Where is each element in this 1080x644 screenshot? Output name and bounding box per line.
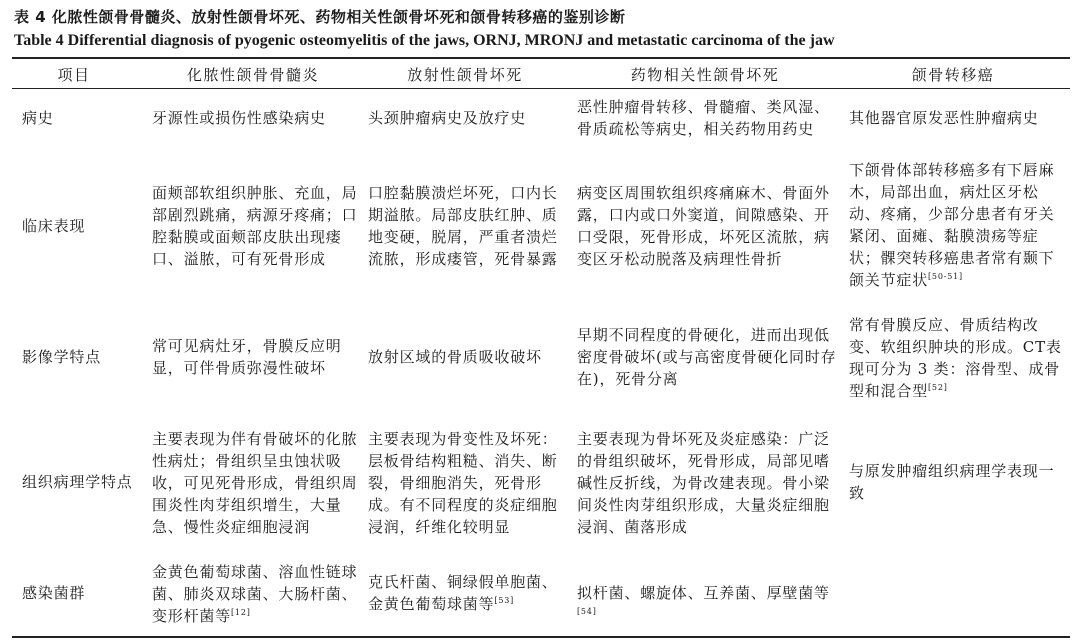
cell-clinical-mronj: 病变区周围软组织疼痛麻木、骨面外露，口内或口外窦道，间隙感染、开口受限，死骨形成，坏死区流脓，病变区牙松动脱落及病理性骨折 — [577, 184, 830, 268]
cell-clinical-metastatic — [849, 159, 1063, 291]
row-item-clinical: 临床表现 — [22, 217, 86, 235]
reference-50-51: [50-51] — [928, 272, 963, 281]
cell-imaging-mronj: 早期不同程度的骨硬化，进而出现低密度骨破坏(或与高密度骨硬化同时存在)，死骨分离 — [577, 326, 837, 388]
reference-54: [54] — [577, 607, 597, 616]
cell-bacteria-mronj — [577, 582, 839, 626]
row-item-bacteria: 感染菌群 — [22, 584, 86, 602]
bottom-rule — [12, 636, 1070, 638]
row-item-history: 病史 — [22, 109, 54, 127]
row-item-imaging: 影像学特点 — [22, 348, 102, 366]
table-title-chinese: 表 4 化脓性颌骨骨髓炎、放射性颌骨坏死、药物相关性颌骨坏死和颌骨转移癌的鉴别诊断 — [14, 8, 626, 26]
top-rule — [12, 57, 1070, 59]
reference-53: [53] — [494, 596, 515, 605]
cell-history-metastatic: 其他器官原发恶性肿瘤病史 — [849, 109, 1039, 127]
header-item: 项目 — [57, 66, 91, 84]
cell-histopathology-ornj: 主要表现为骨变性及坏死：层板骨结构粗糙、消失、断裂，骨细胞消失，死骨形成。有不同程度的炎症细胞浸润，纤维化较明显 — [368, 430, 558, 536]
cell-bacteria-pyogenic-text: 金黄色葡萄球菌、溶血性链球菌、肺炎双球菌、大肠杆菌、变形杆菌等 — [152, 563, 358, 625]
reference-12: [12] — [231, 608, 251, 617]
cell-clinical-pyogenic: 面颊部软组织肿胀、充血，局部剧烈跳痛，病源牙疼痛；口腔黏膜或面颊部皮肤出现瘘口、溢脓，可有死骨形成 — [152, 184, 358, 268]
cell-bacteria-ornj — [368, 571, 568, 615]
cell-histopathology-pyogenic: 主要表现为伴有骨破坏的化脓性病灶；骨组织呈虫蚀状吸收，可见死骨形成，骨组织周围炎性肉芽组织增生，大量急、慢性炎症细胞浸润 — [152, 430, 358, 536]
cell-history-ornj: 头颈肿瘤病史及放疗史 — [368, 109, 527, 127]
header-mronj: 药物相关性颌骨坏死 — [630, 66, 780, 84]
header-pyogenic-osteomyelitis: 化脓性颌骨骨髓炎 — [186, 66, 319, 84]
header-rule — [12, 88, 1070, 89]
cell-imaging-metastatic — [849, 314, 1063, 402]
cell-bacteria-mronj-text: 拟杆菌、螺旋体、互养菌、厚壁菌等 — [577, 584, 830, 602]
table-title-english: Table 4 Differential diagnosis of pyogenic osteomyelitis of the jaws, ORNJ, MRONJ and metastatic carcinoma of the jaw — [14, 32, 835, 49]
cell-bacteria-ornj-text: 克氏杆菌、铜绿假单胞菌、金黄色葡萄球菌等 — [368, 573, 558, 613]
cell-bacteria-pyogenic — [152, 561, 360, 627]
reference-52: [52] — [928, 383, 948, 392]
cell-history-pyogenic: 牙源性或损伤性感染病史 — [152, 109, 326, 127]
cell-clinical-ornj: 口腔黏膜溃烂坏死，口内长期溢脓。局部皮肤红肿、质地变硬，脱屑，严重者溃烂流脓，形成瘘管，死骨暴露 — [368, 184, 558, 268]
cell-imaging-pyogenic: 常可见病灶牙，骨膜反应明显，可伴骨质弥漫性破坏 — [152, 337, 342, 377]
header-metastatic-carcinoma: 颌骨转移癌 — [911, 66, 995, 84]
cell-imaging-metastatic-text: 常有骨膜反应、骨质结构改变、软组织肿块的形成。CT表现可分为 3 类：溶骨型、成骨型和混合型 — [849, 316, 1062, 400]
cell-clinical-metastatic-text: 下颌骨体部转移癌多有下唇麻木，局部出血，病灶区牙松动、疼痛，少部分患者有牙关紧闭、面瘫、黏膜溃疡等症状；髁突转移癌患者常有颞下颌关节症状 — [849, 161, 1055, 289]
cell-history-mronj: 恶性肿瘤骨转移、骨髓瘤、类风湿、骨质疏松等病史，相关药物用药史 — [577, 98, 830, 138]
cell-histopathology-metastatic: 与原发肿瘤组织病理学表现一致 — [849, 462, 1055, 502]
cell-imaging-ornj: 放射区域的骨质吸收破坏 — [368, 348, 542, 366]
row-item-histopathology: 组织病理学特点 — [22, 473, 133, 491]
cell-histopathology-mronj: 主要表现为骨坏死及炎症感染：广泛的骨组织破坏，死骨形成，局部见嗜碱性反折线，为骨改建表现。骨小梁间炎性肉芽组织形成，大量炎症细胞浸润、菌落形成 — [577, 430, 830, 536]
header-ornj: 放射性颌骨坏死 — [407, 66, 523, 84]
